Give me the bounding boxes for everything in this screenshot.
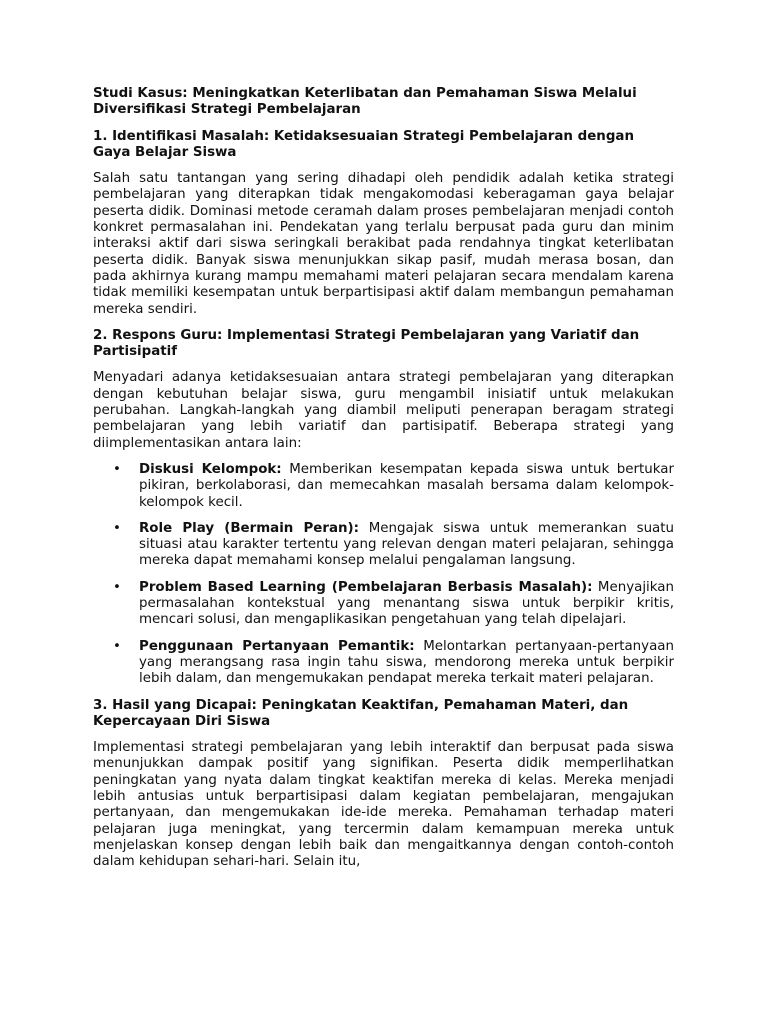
list-item-text: Melontarkan pertanyaan-pertanyaan yang merangsang rasa ingin tahu siswa, mendorong mereka untuk berpikir lebih dalam, dan mengemukakan pendapat mereka terkait materi pelajaran. — [139, 638, 674, 687]
list-item-term: Penggunaan Pertanyaan Pemantik: — [139, 638, 415, 654]
strategy-list — [93, 462, 674, 688]
list-item — [93, 521, 674, 570]
list-item — [93, 580, 674, 629]
section-1-paragraph: Salah satu tantangan yang sering dihadapi oleh pendidik adalah ketika strategi pembelajaran yang diterapkan tidak mengakomodasi keberagaman gaya belajar peserta didik. Dominasi metode ceramah dalam proses pembelajaran menjadi contoh konkret permasalahan ini. Pendekatan yang terlalu berpusat pada guru dan minim interaksi aktif dari siswa seringkali berakibat pada rendahnya tingkat keterlibatan peserta didik. Banyak siswa menunjukkan sikap pasif, mudah merasa bosan, dan pada akhirnya kurang mampu memahami materi pelajaran secara mendalam karena tidak memiliki kesempatan untuk berpartisipasi aktif dalam membangun pemahaman mereka sendiri. — [93, 171, 674, 317]
section-2-paragraph: Menyadari adanya ketidaksesuaian antara strategi pembelajaran yang diterapkan dengan kebutuhan belajar siswa, guru mengambil inisiatif untuk melakukan perubahan. Langkah-langkah yang diambil meliputi penerapan beragam strategi pembelajaran yang lebih variatif dan partisipatif. Beberapa strategi yang diimplementasikan antara lain: — [93, 370, 674, 451]
list-item-term: Problem Based Learning (Pembelajaran Berbasis Masalah): — [139, 579, 593, 595]
list-item-term: Diskusi Kelompok: — [139, 461, 282, 477]
bullet-icon: • — [113, 579, 121, 595]
list-item-text: Mengajak siswa untuk memerankan suatu situasi atau karakter tertentu yang relevan dengan materi pelajaran, sehingga mereka dapat memahami konsep melalui pengalaman langsung. — [139, 520, 675, 569]
list-item-text: Menyajikan permasalahan kontekstual yang menantang siswa untuk berpikir kritis, mencari solusi, dan mengaplikasikan pengetahuan yang telah dipelajari. — [139, 579, 674, 628]
document-page — [93, 86, 674, 880]
section-1-heading: 1. Identifikasi Masalah: Ketidaksesuaian Strategi Pembelajaran dengan Gaya Belajar Siswa — [93, 128, 634, 160]
bullet-icon: • — [113, 461, 121, 477]
list-item — [93, 462, 674, 511]
section-3-paragraph: Implementasi strategi pembelajaran yang lebih interaktif dan berpusat pada siswa menunjukkan dampak positif yang signifikan. Peserta didik memperlihatkan peningkatan yang nyata dalam tingkat keaktifan mereka di kelas. Mereka menjadi lebih antusias untuk berpartisipasi dalam kegiatan pembelajaran, mengajukan pertanyaan, dan mengemukakan ide-ide mereka. Pemahaman terhadap materi pelajaran juga meningkat, yang tercermin dalam kemampuan mereka untuk menjelaskan konsep dengan lebih baik dan mengaitkannya dengan contoh-contoh dalam kehidupan sehari-hari. Selain itu, — [93, 740, 674, 870]
section-2-heading: 2. Respons Guru: Implementasi Strategi Pembelajaran yang Variatif dan Partisipatif — [93, 327, 640, 360]
section-3-heading: 3. Hasil yang Dicapai: Peningkatan Keaktifan, Pemahaman Materi, dan Kepercayaan Diri Siswa — [93, 697, 629, 729]
bullet-icon: • — [113, 520, 121, 536]
list-item — [93, 639, 674, 688]
document-title: Studi Kasus: Meningkatkan Keterlibatan dan Pemahaman Siswa Melalui Diversifikasi Strategi Pembelajaran — [93, 86, 637, 118]
bullet-icon: • — [113, 638, 121, 654]
list-item-term: Role Play (Bermain Peran): — [139, 520, 360, 536]
list-item-text: Memberikan kesempatan kepada siswa untuk bertukar pikiran, berkolaborasi, dan memecahkan masalah bersama dalam kelompok-kelompok kecil. — [139, 461, 674, 510]
